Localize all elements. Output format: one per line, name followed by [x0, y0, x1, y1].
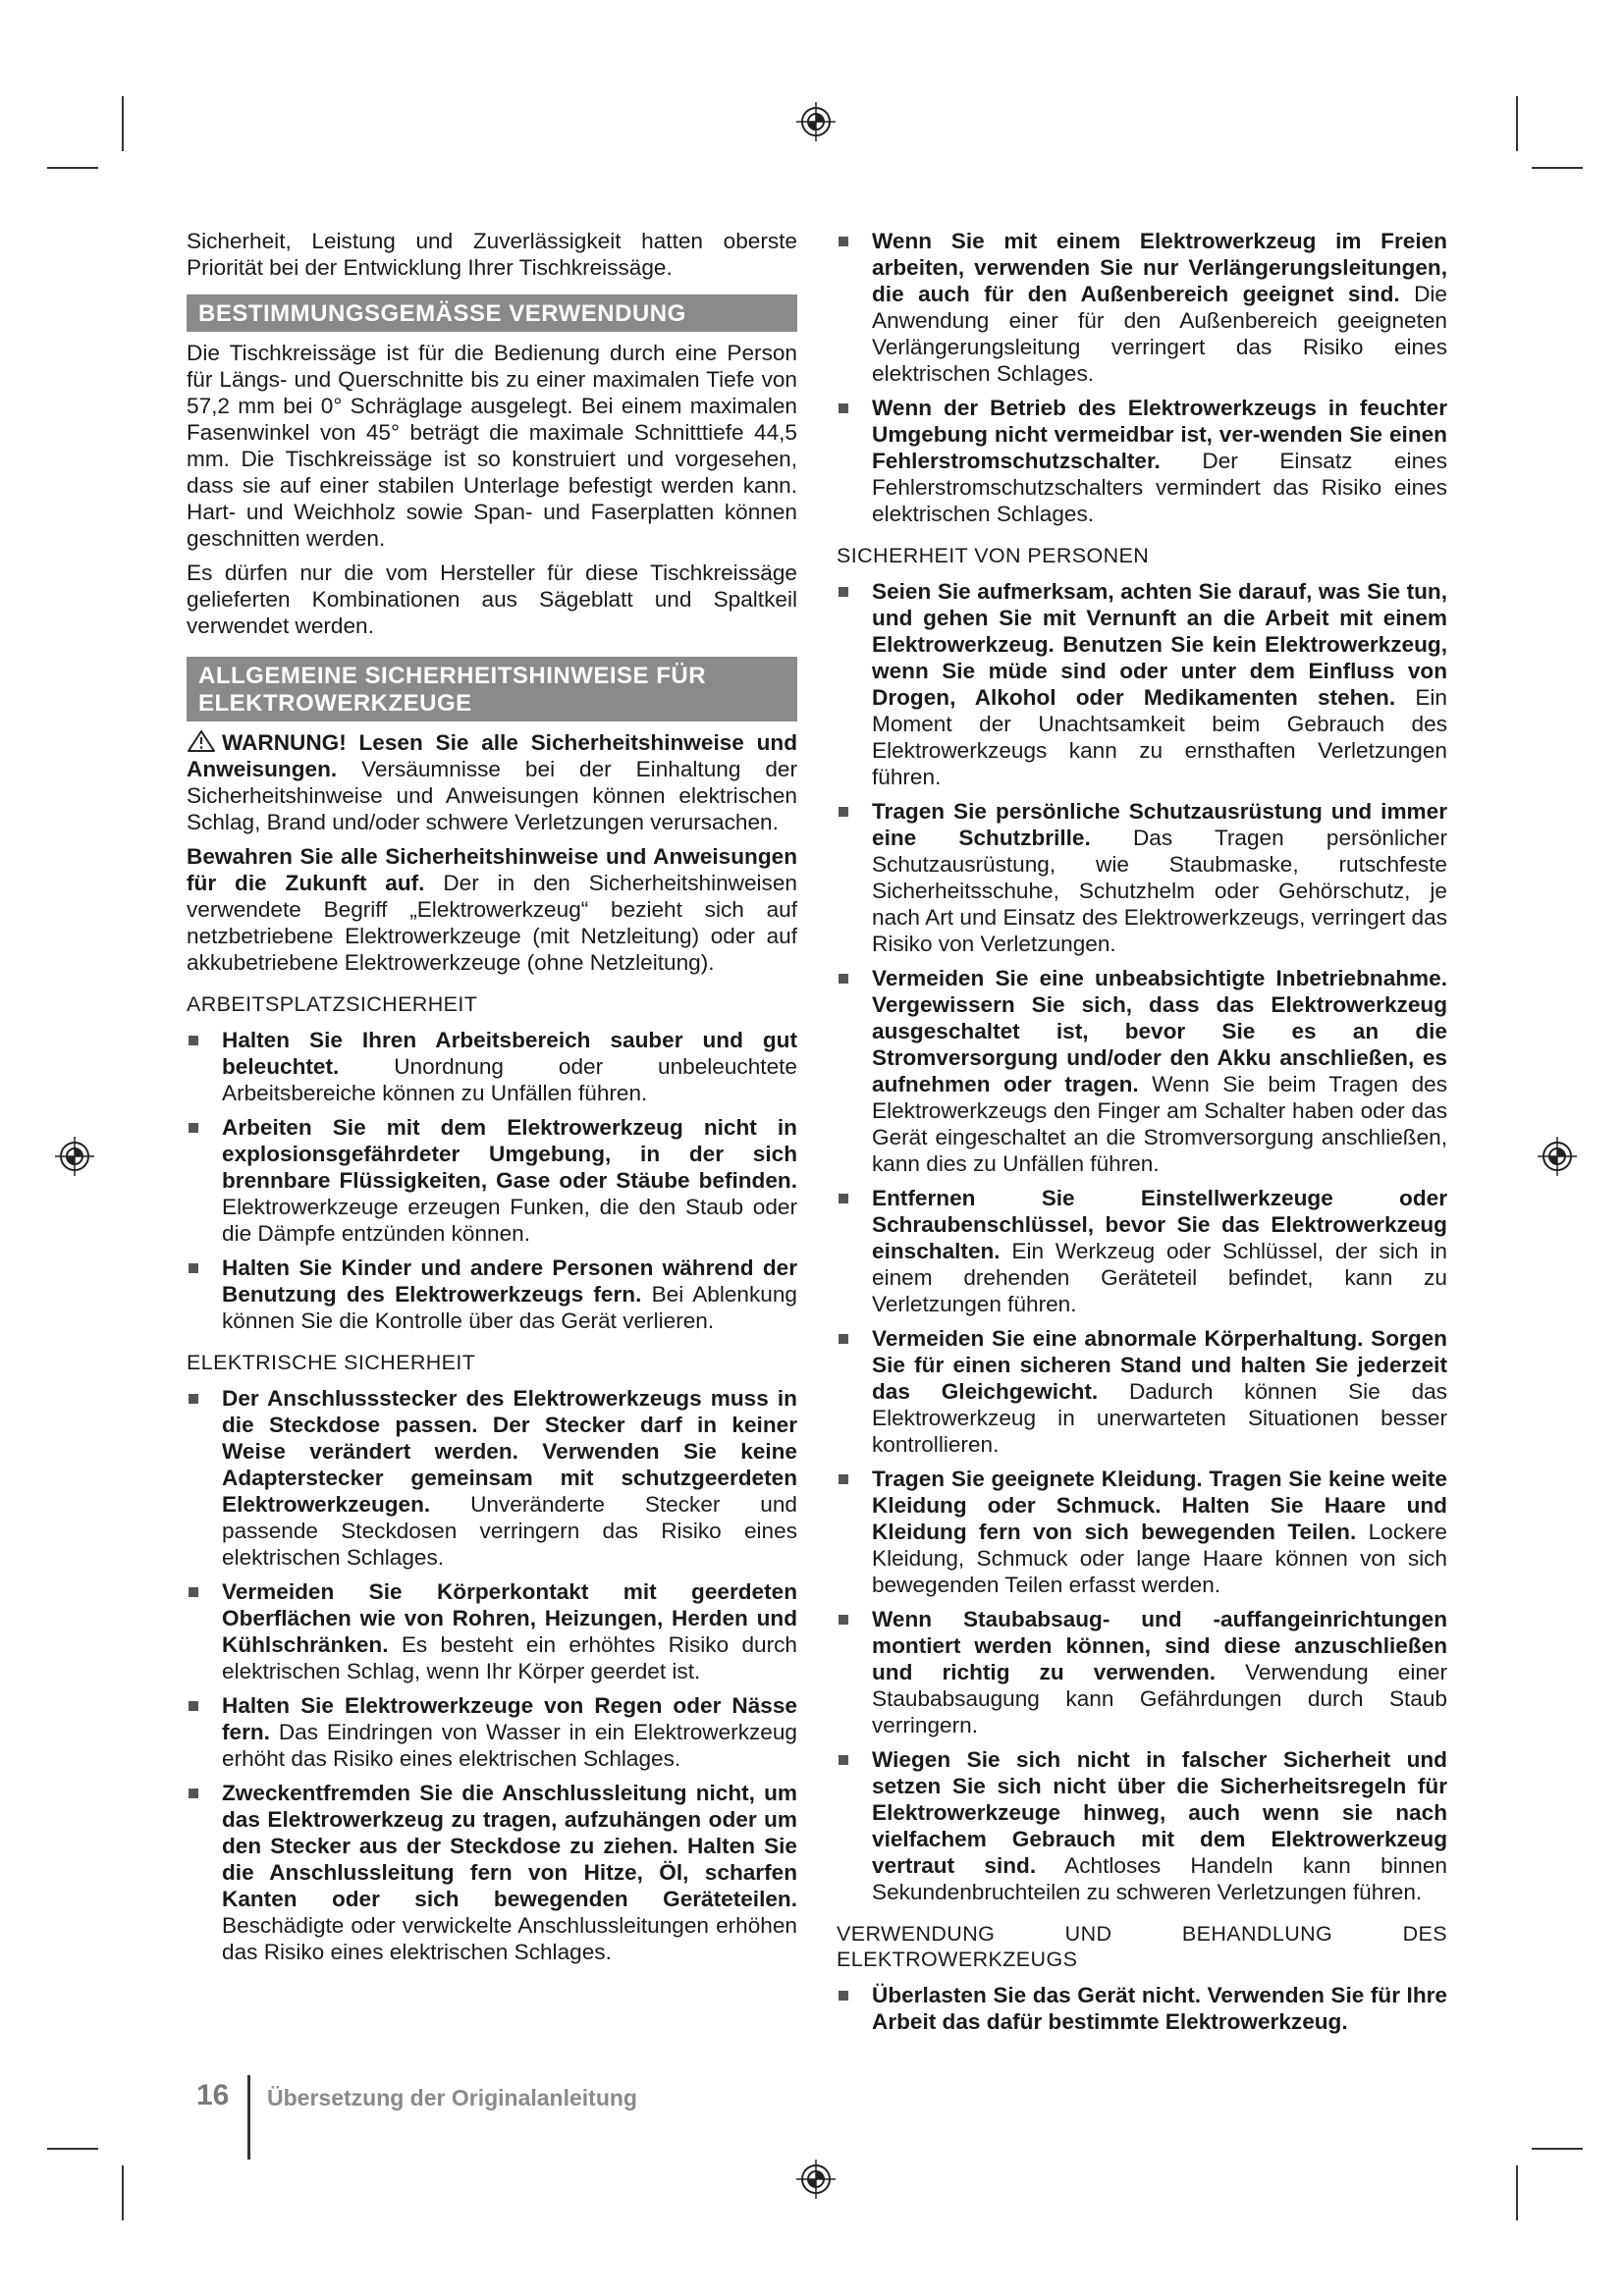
- list-item-bold: Zweckentfremden Sie die Anschlussleitung nicht, um das Elektrowerkzeug zu tragen, aufzuhängen oder um den Stecker aus der Steckdose zu ziehen. Halten Sie die Anschlussleitung fern von Hitze, Öl, scharfen Kanten oder sich bewegenden Geräteteilen.: [222, 1781, 797, 1911]
- list-item-text: Verwendung einer Staubabsaugung kann Gefährdungen durch Staub verringern.: [872, 1660, 1448, 1737]
- list-item-bold: Vermeiden Sie eine abnormale Körperhaltung. Sorgen Sie für einen sicheren Stand und halten Sie jederzeit das Gleichgewicht.: [872, 1326, 1447, 1404]
- crop-mark: [1516, 96, 1518, 151]
- section-heading-line: ALLGEMEINE SICHERHEITSHINWEISE FÜR: [198, 663, 707, 689]
- warning-bold: WARNUNG! Lesen Sie alle Sicherheitshinweise und Anweisungen.: [187, 730, 797, 781]
- list-item-text: Unordnung oder unbeleuchtete Arbeitsbereiche können zu Unfällen führen.: [222, 1054, 797, 1105]
- personal-safety-list: [837, 578, 1447, 1905]
- crop-mark: [1516, 2165, 1518, 2220]
- list-item-bold: Halten Sie Elektrowerkzeuge von Regen oder Nässe fern.: [222, 1693, 797, 1744]
- electrical-safety-list-continued: [837, 228, 1447, 527]
- intended-use-paragraph-2: Es dürfen nur die vom Hersteller für diese Tischkreissäge gelieferten Kombinationen aus Sägeblatt und Spaltkeil verwendet werden.: [187, 561, 797, 638]
- list-item-text: Lockere Kleidung, Schmuck oder lange Haare können von sich bewegenden Teilen erfasst werden.: [872, 1520, 1447, 1597]
- crop-mark: [47, 167, 98, 169]
- bullet-square-icon: [189, 1789, 198, 1798]
- footer-text: Übersetzung der Originalanleitung: [267, 2085, 637, 2110]
- registration-mark-icon: [1536, 1135, 1579, 1178]
- crop-mark: [1532, 2148, 1583, 2150]
- footer-divider: [247, 2075, 250, 2160]
- list-item-bold: Seien Sie aufmerksam, achten Sie darauf, was Sie tun, und gehen Sie mit Vernunft an die Arbeit mit einem Elektrowerkzeug. Benutzen Sie kein Elektrowerkzeug, wenn Sie müde sind oder unter dem Einfluss von Drogen, Alkohol oder Medikamenten stehen.: [872, 579, 1447, 710]
- list-item: [837, 1982, 1447, 2035]
- warning-paragraph: [187, 729, 797, 835]
- list-item-text: Wenn Sie beim Tragen des Elektrowerkzeugs den Finger am Schalter haben oder das Gerät eingeschaltet an die Stromversorgung anschließen, kann dies zu Unfällen führen.: [872, 1072, 1447, 1176]
- list-item-text: Beschädigte oder verwickelte Anschlussleitungen erhöhen das Risiko eines elektrischen Schlages.: [222, 1913, 797, 1964]
- list-item: [187, 1385, 797, 1571]
- bullet-square-icon: [839, 974, 848, 984]
- left-column: [187, 228, 797, 1973]
- bullet-square-icon: [189, 1394, 198, 1404]
- bullet-square-icon: [839, 1755, 848, 1765]
- subheading-electrical-safety: ELEKTRISCHE SICHERHEIT: [187, 1351, 476, 1374]
- list-item-text: Es besteht ein erhöhtes Risiko durch elektrischen Schlag, wenn Ihr Körper geerdet ist.: [222, 1632, 797, 1683]
- list-item: [837, 578, 1447, 790]
- bullet-square-icon: [839, 1194, 848, 1203]
- list-item-bold: Halten Sie Kinder und andere Personen während der Benutzung des Elektrowerkzeugs fern.: [222, 1255, 797, 1307]
- list-item: [187, 1027, 797, 1106]
- keep-instructions-paragraph: [187, 843, 797, 976]
- list-item: [187, 1780, 797, 1965]
- bullet-square-icon: [839, 587, 848, 597]
- list-item: [837, 798, 1447, 957]
- list-item-bold: Tragen Sie persönliche Schutzausrüstung und immer eine Schutzbrille.: [872, 799, 1447, 850]
- list-item: [837, 1466, 1447, 1598]
- warning-triangle-icon: [187, 729, 216, 753]
- intro-paragraph: Sicherheit, Leistung und Zuverlässigkeit hatten oberste Priorität bei der Entwicklung Ihrer Tischkreissäge.: [187, 229, 797, 280]
- bullet-square-icon: [189, 1263, 198, 1273]
- page-number: 16: [196, 2079, 230, 2111]
- list-item: [837, 228, 1447, 387]
- list-item-bold: Vermeiden Sie Körperkontakt mit geerdeten Oberflächen wie von Rohren, Heizungen, Herden und Kühlschränken.: [222, 1579, 797, 1657]
- crop-mark: [122, 2165, 124, 2220]
- list-item-text: Der Einsatz eines Fehlerstromschutzschalters vermindert das Risiko eines elektrischen Schlages.: [872, 449, 1447, 526]
- subheading-workplace-safety: ARBEITSPLATZSICHERHEIT: [187, 992, 478, 1016]
- list-item-bold: Überlasten Sie das Gerät nicht. Verwenden Sie für Ihre Arbeit das dafür bestimmte Elektrowerkzeug.: [872, 1983, 1447, 2034]
- section-heading-line: ELEKTROWERKZEUGE: [198, 690, 472, 717]
- list-item-bold: Wenn Staubabsaug- und -auffangeinrichtungen montiert werden können, sind diese anzuschließen und richtig zu verwenden.: [872, 1607, 1447, 1684]
- bullet-square-icon: [839, 1615, 848, 1625]
- list-item: [837, 1185, 1447, 1317]
- workplace-safety-list: [187, 1027, 797, 1334]
- bullet-square-icon: [839, 403, 848, 413]
- list-item-text: Unveränderte Stecker und passende Steckdosen verringern das Risiko eines elektrischen Schlages.: [222, 1492, 797, 1570]
- list-item: [187, 1114, 797, 1247]
- list-item: [837, 395, 1447, 527]
- registration-mark-icon: [794, 2158, 838, 2201]
- crop-mark: [47, 2148, 98, 2150]
- tool-use-list: [837, 1982, 1447, 2035]
- bullet-square-icon: [839, 1334, 848, 1344]
- list-item-text: Das Tragen persönlicher Schutzausrüstung, wie Staubmaske, rutschfeste Sicherheitsschuhe, Schutzhelm oder Gehörschutz, je nach Art und Einsatz des Elektrowerkzeugs, verringert das Risiko von Verletzungen.: [872, 826, 1447, 956]
- list-item: [187, 1255, 797, 1334]
- list-item-text: Bei Ablenkung können Sie die Kontrolle über das Gerät verlieren.: [222, 1282, 797, 1333]
- bullet-square-icon: [839, 237, 848, 246]
- list-item-bold: Wenn der Betrieb des Elektrowerkzeugs in feuchter Umgebung nicht vermeidbar ist, ver-wenden Sie einen Fehlerstromschutzschalter.: [872, 396, 1447, 473]
- keep-text: Der in den Sicherheitshinweisen verwendete Begriff „Elektrowerkzeug“ bezieht sich auf netzbetriebene Elektrowerkzeuge (mit Netzleitung) oder auf akkubetriebene Elektrowerkzeuge (ohne Netzleitung).: [187, 871, 797, 975]
- list-item-text: Achtloses Handeln kann binnen Sekundenbruchteilen zu schweren Verletzungen führen.: [872, 1853, 1447, 1904]
- crop-mark: [122, 96, 124, 151]
- bullet-square-icon: [189, 1587, 198, 1597]
- list-item: [187, 1578, 797, 1684]
- list-item-bold: Arbeiten Sie mit dem Elektrowerkzeug nicht in explosionsgefährdeter Umgebung, in der sich brennbare Flüssigkeiten, Gase oder Stäube befinden.: [222, 1115, 797, 1193]
- list-item: [837, 965, 1447, 1177]
- list-item-bold: Wenn Sie mit einem Elektrowerkzeug im Freien arbeiten, verwenden Sie nur Verlängerungsleitungen, die auch für den Außenbereich geeignet sind.: [872, 229, 1447, 306]
- bullet-square-icon: [839, 807, 848, 817]
- list-item-bold: Wiegen Sie sich nicht in falscher Sicherheit und setzen Sie sich nicht über die Sicherheitsregeln für Elektrowerkzeuge hinweg, auch wenn sie nach vielfachem Gebrauch mit dem Elektrowerkzeug vertraut sind.: [872, 1747, 1447, 1878]
- crop-mark: [1532, 167, 1583, 169]
- list-item-text: Die Anwendung einer für den Außenbereich geeigneten Verlängerungsleitung verringert das Risiko eines elektrischen Schlages.: [872, 282, 1447, 386]
- list-item-text: Elektrowerkzeuge erzeugen Funken, die den Staub oder die Dämpfe entzünden können.: [222, 1195, 797, 1246]
- list-item-bold: Tragen Sie geeignete Kleidung. Tragen Sie keine weite Kleidung oder Schmuck. Halten Sie Haare und Kleidung fern von sich bewegenden Teilen.: [872, 1467, 1447, 1544]
- bullet-square-icon: [839, 1991, 848, 2001]
- electrical-safety-list: [187, 1385, 797, 1965]
- list-item-text: Das Eindringen von Wasser in ein Elektrowerkzeug erhöht das Risiko eines elektrischen Schlages.: [222, 1720, 797, 1771]
- bullet-square-icon: [189, 1123, 198, 1133]
- bullet-square-icon: [189, 1701, 198, 1711]
- list-item-bold: Halten Sie Ihren Arbeitsbereich sauber und gut beleuchtet.: [222, 1028, 797, 1079]
- list-item-bold: Der Anschlussstecker des Elektrowerkzeugs muss in die Steckdose passen. Der Stecker darf in keiner Weise verändert werden. Verwenden Sie keine Adapterstecker gemeinsam mit schutzgeerdeten Elektrowerkzeugen.: [222, 1386, 797, 1517]
- subheading-tool-use-and-care: VERWENDUNG UND BEHANDLUNG DES ELEKTROWERKZEUGS: [837, 1922, 1447, 1971]
- list-item: [837, 1325, 1447, 1458]
- list-item-bold: Vermeiden Sie eine unbeabsichtigte Inbetriebnahme. Vergewissern Sie sich, dass das Elektrowerkzeug ausgeschaltet ist, bevor Sie es an die Stromversorgung und/oder den Akku anschließen, es aufnehmen oder tragen.: [872, 966, 1447, 1096]
- bullet-square-icon: [189, 1036, 198, 1045]
- section-heading-intended-use: BESTIMMUNGSGEMÄSSE VERWENDUNG: [187, 294, 797, 332]
- right-column: [837, 228, 1447, 2043]
- keep-bold: Bewahren Sie alle Sicherheitshinweise und Anweisungen für die Zukunft auf.: [187, 844, 797, 895]
- list-item: [187, 1692, 797, 1772]
- section-heading-general-safety: [187, 657, 797, 721]
- registration-mark-icon: [53, 1135, 96, 1178]
- intended-use-paragraph-1: Die Tischkreissäge ist für die Bedienung durch eine Person für Längs- und Querschnitte bis zu einer maximalen Tiefe von 57,2 mm bei 0° Schräglage ausgelegt. Bei einem maximalen Fasenwinkel von 45° beträgt die maximale Schnitttiefe 44,5 mm. Die Tischkreissäge ist so konstruiert und vorgesehen, dass sie auf einer stabilen Unterlage befestigt werden kann. Hart- und Weichholz sowie Span- und Faserplatten können geschnitten werden.: [187, 341, 797, 551]
- bullet-square-icon: [839, 1474, 848, 1484]
- subheading-personal-safety: SICHERHEIT VON PERSONEN: [837, 544, 1150, 567]
- warning-text: Versäumnisse bei der Einhaltung der Sicherheitshinweise und Anweisungen können elektrischen Schlag, Brand und/oder schwere Verletzungen verursachen.: [187, 757, 797, 834]
- list-item-text: Ein Werkzeug oder Schlüssel, der sich in einem drehenden Geräteteil befindet, kann zu Verletzungen führen.: [872, 1239, 1447, 1316]
- list-item: [837, 1746, 1447, 1905]
- registration-mark-icon: [794, 100, 838, 143]
- list-item-bold: Entfernen Sie Einstellwerkzeuge oder Schraubenschlüssel, bevor Sie das Elektrowerkzeug einschalten.: [872, 1186, 1447, 1263]
- list-item: [837, 1606, 1447, 1738]
- list-item-text: Ein Moment der Unachtsamkeit beim Gebrauch des Elektrowerkzeugs kann zu ernsthaften Verletzungen führen.: [872, 685, 1447, 789]
- list-item-text: Dadurch können Sie das Elektrowerkzeug in unerwarteten Situationen besser kontrollieren.: [872, 1379, 1447, 1457]
